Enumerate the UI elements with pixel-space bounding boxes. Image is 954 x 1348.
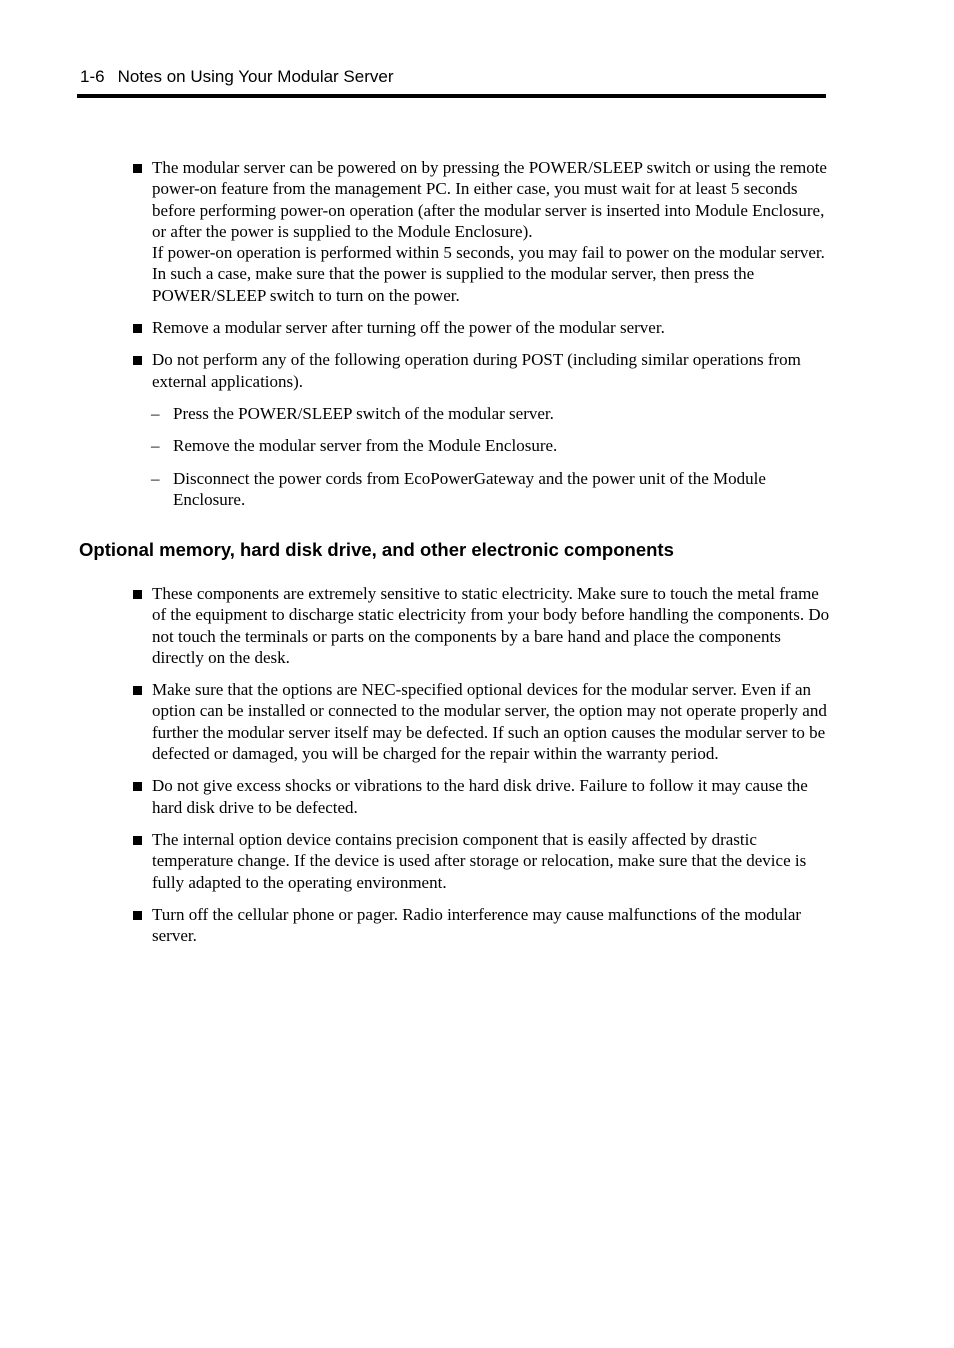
header-rule: [77, 94, 826, 98]
bullet-item: [133, 583, 833, 668]
bullet-item: [133, 775, 833, 818]
dash-marker: –: [151, 403, 160, 423]
bullet-item: [133, 679, 833, 764]
dash-marker: –: [151, 468, 160, 488]
bullet-text: Turn off the cellular phone or pager. Radio interference may cause malfunctions of the modular server.: [152, 904, 802, 946]
bullet-item: [133, 904, 833, 947]
chapter-title: Notes on Using Your Modular Server: [117, 67, 394, 86]
bullet-item: [133, 157, 833, 306]
section-heading: Optional memory, hard disk drive, and other electronic components: [79, 539, 674, 560]
bullet-text: Do not perform any of the following operation during POST (including similar operations from external applications).: [152, 350, 801, 391]
bullet-text: These components are extremely sensitive to static electricity. Make sure to touch the metal frame of the equipment to discharge static electricity from your body before handling the components. Do not touch the terminals or parts on the components by a bare hand and place the components directly on the desk.: [152, 584, 830, 667]
bullet-item: [133, 317, 833, 338]
page-number: 1-6: [80, 67, 105, 86]
running-header: [80, 66, 394, 88]
sub-list-item: [133, 403, 833, 424]
bullet-text: Do not give excess shocks or vibrations to the hard disk drive. Failure to follow it may cause the hard disk drive to be defected.: [152, 776, 808, 817]
bullet-continuation-text: If power-on operation is performed within 5 seconds, you may fail to power on the modular server. In such a case, make sure that the power is supplied to the modular server, then press the POWER/SLEEP switch to turn on the power.: [152, 243, 825, 305]
dash-marker: –: [151, 436, 160, 456]
sub-list-item: [133, 435, 833, 456]
bullet-item: [133, 829, 833, 893]
bullet-item: [133, 349, 833, 392]
bullet-text: Remove a modular server after turning off the power of the modular server.: [152, 318, 665, 338]
components-notes-section: [133, 583, 833, 957]
sub-item-text: Disconnect the power cords from EcoPowerGateway and the power unit of the Module Enclosure.: [173, 468, 766, 509]
bullet-text: Make sure that the options are NEC-specified optional devices for the modular server. Even if an option can be installed or connected to the modular server, the option may not operate properly and further the modular server itself may be defected. If such an option causes the modular server to be defected or damaged, you will be charged for the repair within the warranty period.: [152, 680, 827, 764]
sub-item-text: Remove the modular server from the Module Enclosure.: [173, 436, 558, 456]
bullet-text: The internal option device contains precision component that is easily affected by drastic temperature change. If the device is used after storage or relocation, make sure that the device is fully adapted to the operating environment.: [152, 829, 807, 892]
sub-item-text: Press the POWER/SLEEP switch of the modular server.: [173, 403, 554, 423]
sub-list-item: [133, 468, 833, 511]
power-notes-section: [133, 157, 833, 521]
bullet-text: The modular server can be powered on by pressing the POWER/SLEEP switch or using the remote power-on feature from the management PC. In either case, you must wait for at least 5 seconds before performing power-on operation (after the modular server is inserted into Module Enclosure, or after the power is supplied to the Module Enclosure).: [152, 158, 827, 241]
